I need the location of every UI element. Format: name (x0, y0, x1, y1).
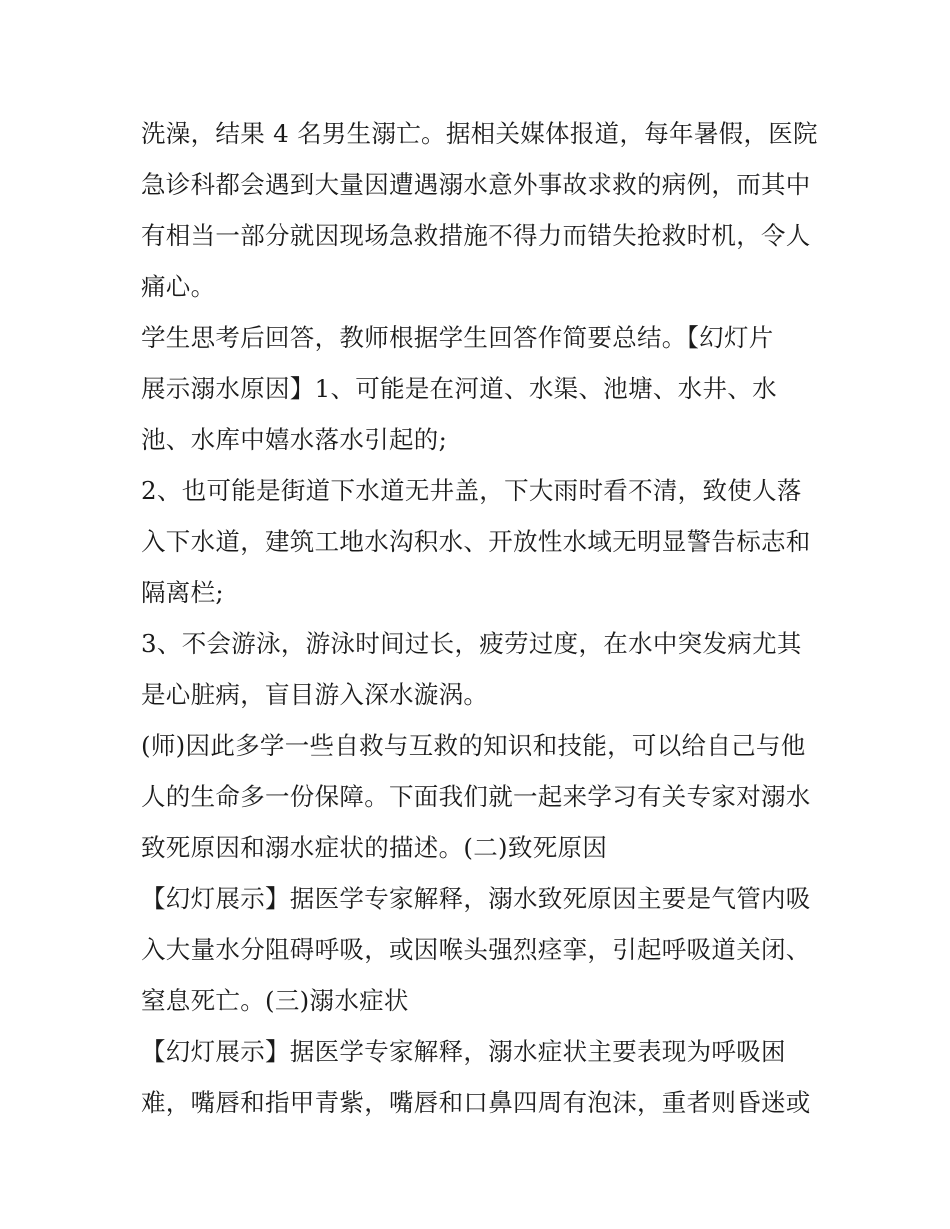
text-line: 入下水道，建筑工地水沟积水、开放性水域无明显警告标志和 (141, 527, 811, 556)
text-line: 窒息死亡。(三)溺水症状 (141, 986, 409, 1015)
text-line: 难，嘴唇和指甲青紫，嘴唇和口鼻四周有泡沫，重者则昏迷或 (141, 1088, 811, 1117)
text-line: 有相当一部分就因现场急救措施不得力而错失抢救时机，令人 (141, 221, 811, 250)
text-line: 展示溺水原因】1、可能是在河道、水渠、池塘、水井、水 (141, 374, 777, 403)
text-line: 隔离栏; (141, 578, 224, 607)
text-line: 【幻灯展示】据医学专家解释，溺水症状主要表现为呼吸困 (141, 1037, 786, 1066)
text-line: 痛心。 (141, 272, 216, 301)
text-line: 洗澡，结果 4 名男生溺亡。据相关媒体报道，每年暑假，医院 (141, 119, 818, 148)
text-line: 3、不会游泳，游泳时间过长，疲劳过度，在水中突发病尤其 (141, 629, 802, 658)
text-line: 人的生命多一份保障。下面我们就一起来学习有关专家对溺水 (141, 782, 811, 811)
text-line: (师)因此多学一些自救与互救的知识和技能，可以给自己与他 (141, 731, 806, 760)
text-line: 入大量水分阻碍呼吸，或因喉头强烈痉挛，引起呼吸道关闭、 (141, 935, 811, 964)
text-line: 致死原因和溺水症状的描述。(二)致死原因 (141, 833, 608, 862)
text-line: 学生思考后回答，教师根据学生回答作简要总结。【幻灯片 (141, 323, 774, 352)
text-line: 池、水库中嬉水落水引起的; (141, 425, 448, 454)
text-line: 是心脏病，盲目游入深水漩涡。 (141, 680, 489, 709)
body-text (141, 108, 821, 1128)
text-line: 急诊科都会遇到大量因遭遇溺水意外事故求救的病例，而其中 (141, 170, 811, 199)
text-line: 2、也可能是街道下水道无井盖，下大雨时看不清，致使人落 (141, 476, 802, 505)
text-line: 【幻灯展示】据医学专家解释，溺水致死原因主要是气管内吸 (141, 884, 811, 913)
